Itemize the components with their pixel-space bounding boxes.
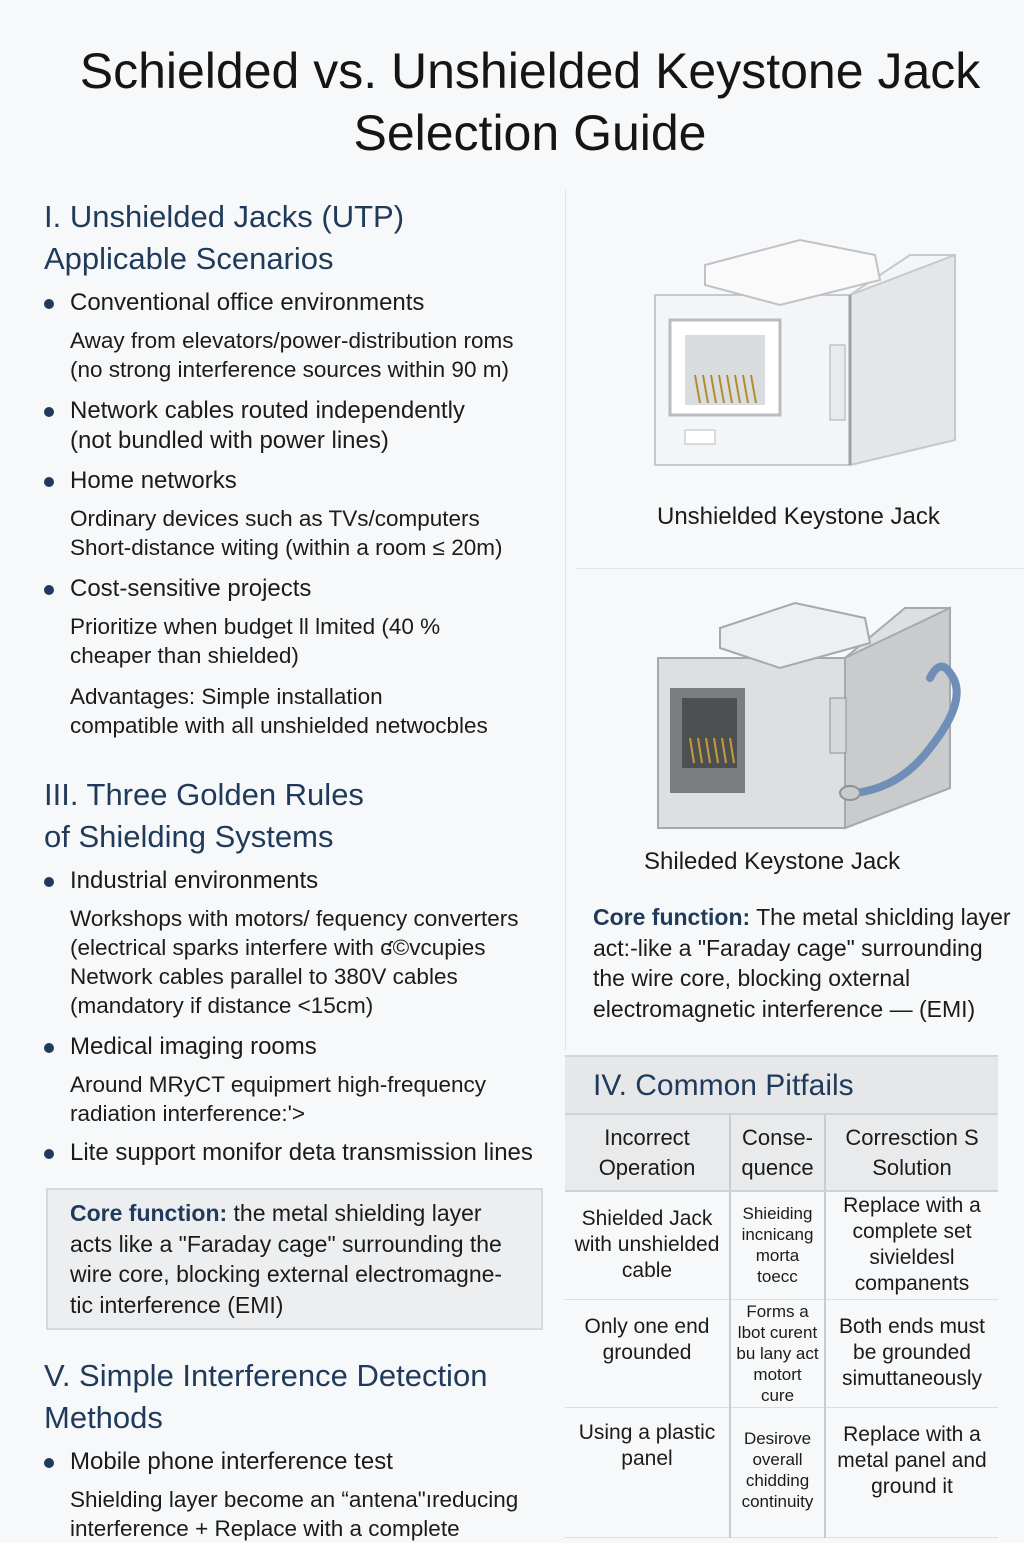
core-function-text: Core function: The metal shiclding layer act:-like a "Faraday cage" surrounding the wire core, blocking oxternal electromagnetic interference — (EMI) xyxy=(593,904,1011,1022)
table-row xyxy=(565,1299,998,1407)
list-item: Mobile phone interference test xyxy=(44,1447,544,1477)
list-item: Industrial environments xyxy=(44,866,544,896)
unshielded-caption: Unshielded Keystone Jack xyxy=(657,503,940,530)
section-detection xyxy=(44,1355,544,1543)
list-detail: Workshops with motors/ fequency converters (electrical sparks interfere with ʛ©vcupies Network cables parallel to 380V cables (mandatory if distance <15cm) xyxy=(70,906,519,1018)
list-detail: Around MRyCT equipmert high-frequency radiation interference:'> xyxy=(70,1072,487,1126)
section-golden-rules xyxy=(44,774,544,1168)
section-heading: of Shielding Systems xyxy=(44,819,334,854)
image-divider xyxy=(575,568,1024,569)
table-cell: Forms a lbot curent bu lany act motort cure xyxy=(730,1299,825,1407)
table-cell: Both ends must be grounded simuttaneously xyxy=(825,1299,998,1407)
core-function-callout: Core function: the metal shielding layer acts like a "Faraday cage" surrounding the wire core, blocking external electromagne-tic interference (EMI) xyxy=(46,1188,543,1330)
section-heading: III. Three Golden Rules xyxy=(44,777,364,812)
section-unshielded xyxy=(44,196,544,740)
list-detail: Away from elevators/power-distribution roms (no strong interference sources within 90 m) xyxy=(70,328,514,382)
list-item: Conventional office environments xyxy=(44,288,544,318)
list-detail: Shielding layer become an “antena"ıreducing interference + Replace with a complete xyxy=(70,1487,519,1541)
unshielded-jack-image xyxy=(640,225,970,495)
pitfalls-heading: IV. Common Pitfails xyxy=(565,1055,998,1115)
list-item: Cost-sensitive projects xyxy=(44,574,544,604)
table-row xyxy=(565,1407,998,1537)
column-header: Corresction S Solution xyxy=(825,1115,998,1191)
list-item: Medical imaging rooms xyxy=(44,1032,544,1062)
shielded-jack-image xyxy=(650,578,995,838)
column-header: Incorrect Operation xyxy=(565,1115,730,1191)
table-row xyxy=(565,1191,998,1299)
list-item: Home networks xyxy=(44,466,544,496)
advantages: Advantages: Simple installation compatible with all unshielded netwocbles xyxy=(70,684,488,738)
table-cell: Only one end grounded xyxy=(565,1299,730,1407)
list-detail: Ordinary devices such as TVs/computers Short-distance witing (within a room ≤ 20m) xyxy=(70,506,503,560)
table-cell: Shielded Jack with unshielded cable xyxy=(565,1191,730,1299)
section-heading: I. Unshielded Jacks (UTP) xyxy=(44,199,405,234)
table-header-row xyxy=(565,1115,998,1191)
table-cell: Replace with a complete set sivieldesl companents xyxy=(825,1191,998,1299)
pitfalls-panel xyxy=(565,1055,998,1536)
list-item: Network cables routed independently (not bundled with power lines) xyxy=(44,396,544,456)
list-item: Lite support monifor deta transmission lines xyxy=(44,1138,544,1168)
section-heading: Applicable Scenarios xyxy=(44,241,334,276)
list-detail: Prioritize when budget ll lmited (40 % cheaper than shielded) xyxy=(70,614,441,668)
column-divider xyxy=(565,190,566,1050)
pitfalls-table xyxy=(565,1115,998,1538)
column-header: Conse-quence xyxy=(730,1115,825,1191)
table-cell: Shieiding incnicang morta toecc xyxy=(730,1191,825,1299)
section-heading: Methods xyxy=(44,1400,163,1435)
table-cell: Using a plastic panel xyxy=(565,1407,730,1537)
shielded-caption: Shileded Keystone Jack xyxy=(644,848,901,875)
table-cell: Desirove overall chidding continuity xyxy=(730,1407,825,1537)
page-title: Schielded vs. Unshielded Keystone Jack Selection Guide xyxy=(79,43,981,161)
table-cell: Replace with a metal panel and ground it xyxy=(825,1407,998,1537)
section-heading: V. Simple Interference Detection xyxy=(44,1358,488,1393)
